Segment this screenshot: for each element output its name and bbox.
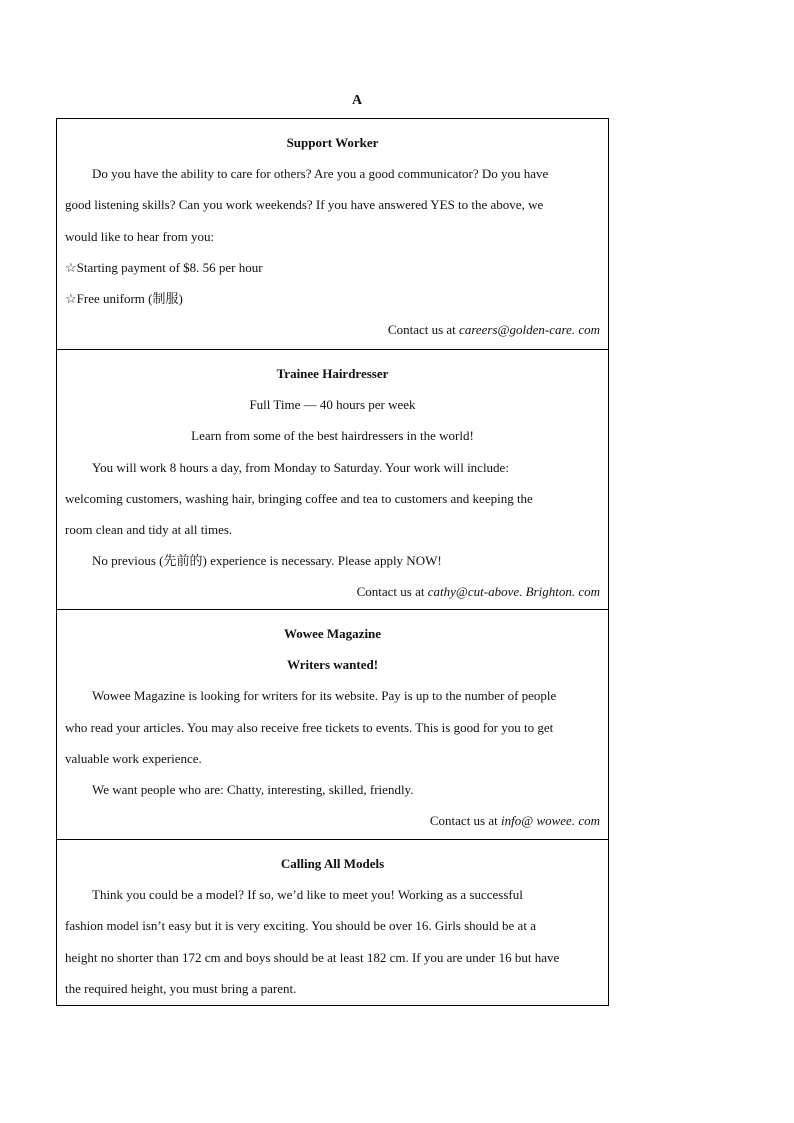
ad-wowee-magazine — [57, 609, 608, 839]
contact-email-link[interactable]: careers@golden-care. com — [459, 322, 600, 338]
ad-title: Wowee Magazine — [283, 626, 382, 641]
ad-subtitle: Writers wanted! — [286, 657, 379, 673]
ad-trainee-hairdresser — [57, 349, 608, 609]
ad-paragraph-line: Do you have the ability to care for others? Are you a good communicator? Do you have — [92, 166, 549, 182]
contact-prefix: Contact us at — [356, 584, 428, 600]
ad-paragraph-line: You will work 8 hours a day, from Monday to Saturday. Your work will include: — [92, 459, 509, 475]
ad-paragraph-line: room clean and tidy at all times. — [65, 521, 233, 537]
ad-paragraph-line: welcoming customers, washing hair, bringing coffee and tea to customers and keeping the — [65, 490, 533, 506]
ad-paragraph-line: good listening skills? Can you work weekends? If you have answered YES to the above, we — [65, 197, 544, 213]
job-ads-table — [56, 118, 609, 1006]
ad-bullet-payment: ☆Starting payment of $8. 56 per hour — [65, 259, 263, 275]
section-letter: A — [351, 93, 363, 108]
ad-paragraph-line: Wowee Magazine is looking for writers for its website. Pay is up to the number of people — [92, 688, 557, 704]
ad-paragraph-line: We want people who are: Chatty, interesting, skilled, friendly. — [92, 781, 414, 797]
ad-support-worker — [57, 119, 608, 349]
ad-paragraph-line: Think you could be a model? If so, we’d like to meet you! Working as a successful — [92, 887, 523, 903]
ad-title: Support Worker — [286, 135, 379, 150]
ad-contact — [65, 314, 600, 345]
contact-prefix: Contact us at — [429, 813, 502, 829]
ad-contact — [65, 576, 600, 607]
ad-paragraph-line: the required height, you must bring a parent. — [65, 980, 297, 996]
ad-title: Calling All Models — [280, 856, 385, 871]
ad-paragraph-line: No previous (先前的) experience is necessary. Please apply NOW! — [92, 553, 442, 569]
contact-email-link[interactable]: info@ wowee. com — [501, 813, 600, 829]
ad-title: Trainee Hairdresser — [276, 366, 389, 381]
ad-paragraph-line: fashion model isn’t easy but it is very exciting. You should be over 16. Girls should be at a — [65, 918, 536, 934]
ad-paragraph-line: would like to hear from you: — [65, 228, 215, 244]
ad-calling-all-models — [57, 839, 608, 1005]
ad-bullet-uniform: ☆Free uniform (制服) — [65, 290, 183, 306]
ad-subtitle: Learn from some of the best hairdressers in the world! — [191, 428, 474, 444]
ad-contact — [65, 805, 600, 836]
ad-paragraph-line: height no shorter than 172 cm and boys should be at least 182 cm. If you are under 16 but have — [65, 949, 560, 965]
contact-email-link[interactable]: cathy@cut-above. Brighton. com — [427, 584, 600, 600]
ad-paragraph-line: who read your articles. You may also receive free tickets to events. This is good for you to get — [65, 719, 554, 735]
ad-subtitle: Full Time — 40 hours per week — [249, 397, 416, 413]
ad-paragraph-line: valuable work experience. — [65, 750, 202, 766]
contact-prefix: Contact us at — [387, 322, 460, 338]
